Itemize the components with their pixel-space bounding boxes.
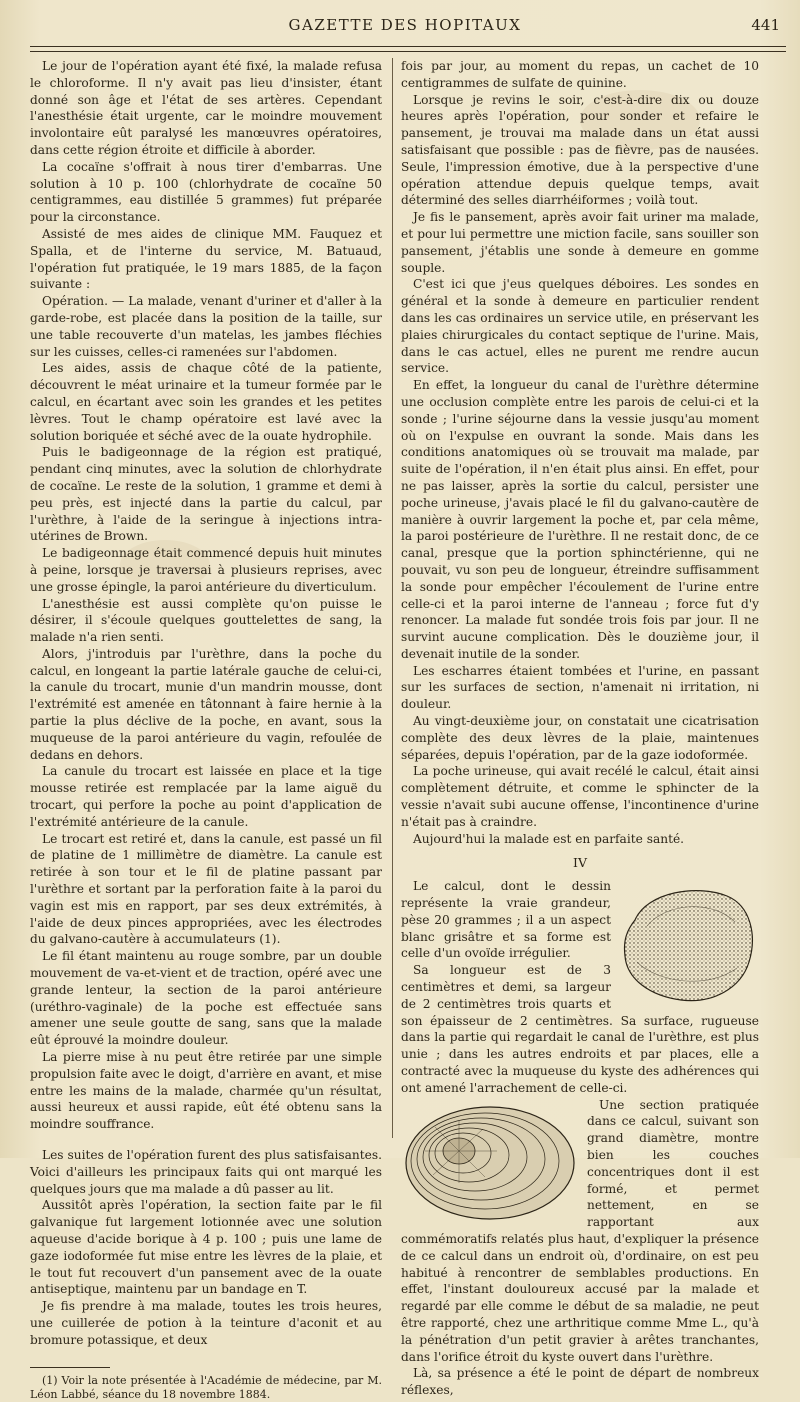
paragraph: La canule du trocart est laissée en place et la tige mousse retirée est remplacée par la lame aiguë du trocart, qui perfore la poche au point d'application de l'extrémité antérieure de la canule.	[30, 764, 382, 829]
paragraph: Les escharres étaient tombées et l'urine, en passant sur les surfaces de section, n'amenait ni irritation, ni douleur.	[401, 663, 759, 712]
paragraph: La pierre mise à nu peut être retirée par une simple propulsion faite avec le doigt, d'arrière en avant, et mise entre les mains de la malade, charmée qu'un résultat, aussi heureux et aussi rapide, eût été obtenu sans la moindre souffrance.	[30, 1050, 382, 1132]
paragraph: Une section pratiquée dans ce calcul, suivant son grand diamètre, montre bien les couches concentriques dont il est formé, et permet nettement, en se rapportant aux commémoratifs relatés plus haut, d'expliquer la présence de ce calcul dans un endroit où, d'ordinaire, on est peu habitué à rencontrer de semblables productions. En effet, l'instant douloureux accusé par la malade et regardé par elle comme le début de sa maladie, ne peut être rapporté, chez une arthritique comme Mme L., qu'à la pénétration d'un petit gravier à arêtes tranchantes, dans l'orifice étroit du kyste ouvert dans l'urèthre.	[401, 1097, 759, 1364]
footnote: (1) Voir la note présentée à l'Académie de médecine, par M. Léon Labbé, séance du 18 novembre 1884.	[30, 1373, 382, 1401]
column-divider	[392, 58, 393, 1138]
paragraph: L'anesthésie est aussi complète qu'on puisse le désirer, il s'écoule quelques gouttelettes de sang, la malade n'a rien senti.	[30, 596, 382, 645]
paragraph: Le jour de l'opération ayant été fixé, la malade refusa le chloroforme. Il n'y avait pas lieu d'insister, étant donné son âge et l'état de ses artères. Cependant l'anesthésie était urgente, car le moindre mouvement involontaire eût paralysé les manœuvres opératoires, dans cette région étroite et difficile à aborder.	[30, 59, 382, 157]
paragraph: Je fis le pansement, après avoir fait uriner ma malade, et pour lui permettre une miction facile, sans souiller son pansement, j'établis une sonde à demeure en gomme souple.	[401, 210, 759, 275]
calculus-illustration	[617, 882, 759, 1008]
page-number: 441	[751, 16, 780, 34]
right-column	[401, 58, 759, 1399]
paragraph: Lorsque je revins le soir, c'est-à-dire dix ou douze heures après l'opération, pour sonder et refaire le pansement, je trouvai ma malade dans un état aussi satisfaisant que possible : pas de fièvre, pas de nausées. Seule, l'impression émotive, due à la perspective d'une opération attendue depuis quelque temps, avait déterminé des selles diarrhéiformes ; voilà tout.	[401, 92, 759, 208]
paragraph: Aujourd'hui la malade est en parfaite santé.	[413, 831, 685, 846]
paragraph: Le badigeonnage était commencé depuis huit minutes à peine, lorsque je traversai à plusieurs reprises, avec une grosse épingle, la paroi antérieure du diverticulum.	[30, 546, 382, 594]
running-head: GAZETTE DES HOPITAUX	[288, 16, 522, 34]
footnote-rule	[30, 1367, 110, 1368]
paragraph: Je fis prendre à ma malade, toutes les trois heures, une cuillerée de potion à la teinture d'aconit et au bromure potassique, et deux	[30, 1299, 382, 1347]
paragraph: Le fil étant maintenu au rouge sombre, par un double mouvement de va-et-vient et de traction, opéré avec une grande lenteur, la section de la paroi antérieure (uréthro-vaginale) de la poche est effectuée sans amener une seule goutte de sang, sans que la malade eût éprouvé la moindre douleur.	[30, 949, 382, 1048]
paragraph: Puis le badigeonnage de la région est pratiqué, pendant cinq minutes, avec la solution de chlorhydrate de cocaïne. Le reste de la solution, 1 gramme et demi à peu près, est injecté dans la partie du calcul, par l'urèthre, à l'aide de la seringue à injections intra-utérines de Brown.	[30, 445, 382, 544]
paragraph: Les suites de l'opération furent des plus satisfaisantes. Voici d'ailleurs les principaux faits qui ont marqué les quelques jours que ma malade a dû passer au lit.	[30, 1148, 382, 1196]
header-rule-thin	[30, 51, 786, 52]
paragraph: En effet, la longueur du canal de l'urèthre détermine une occlusion complète entre les parois de celui-ci et la sonde ; l'urine séjourne dans la vessie jusqu'au moment où on l'expulse en ouvrant la sonde. Mais dans les conditions anatomiques où se trouvait ma malade, par suite de l'opération, il n'en était plus ainsi. En effet, pour ne pas laisser, après la sortie du calcul, persister une poche urineuse, j'avais placé le fil du galvano-cautère de manière à ouvrir largement la poche et, par cela même, la paroi postérieure de l'urèthre. Il ne restait donc, de ce canal, presque que la portion sphinctérienne, qui ne pouvait, vu son peu de longueur, étreindre suffisamment la sonde pour empêcher l'écoulement de l'urine entre celle-ci et la paroi interne de l'anneau ; force fut d'y renoncer. La malade fut sondée trois fois par jour. Il ne survint aucune complication. Dès le douzième jour, il devenait inutile de la sonder.	[401, 378, 759, 661]
paragraph: C'est ici que j'eus quelques déboires. Les sondes en général et la sonde à demeure en particulier rendent dans les cas ordinaires un service utile, en préservant les plaies chirurgicales du contact septique de l'urine. Mais, dans le cas actuel, elles ne purent me rendre aucun service.	[401, 277, 759, 376]
paragraph: Les aides, assis de chaque côté de la patiente, découvrent le méat urinaire et la tumeur formée par le calcul, en écartant avec soin les grandes et les petites lèvres. Tout le champ opératoire est lavé avec la solution boriquée et séché avec de la ouate hydrophile.	[30, 361, 382, 443]
paragraph: fois par jour, au moment du repas, un cachet de 10 centigrammes de sulfate de quinine.	[401, 59, 759, 90]
paragraph: Là, sa présence a été le point de départ de nombreux réflexes,	[401, 1366, 759, 1398]
paragraph: Le trocart est retiré et, dans la canule, est passé un fil de platine de 1 millimètre de diamètre. La canule est retirée à son tour et le fil de platine passant par l'urèthre et sortant par la perforation faite à la paroi du vagin est mis en rapport, par ses deux extrémités, à l'aide de deux pinces appropriées, avec les électrodes du galvano-cautère à accumulateurs (1).	[30, 831, 382, 947]
page-header	[24, 14, 786, 40]
paragraph: Assisté de mes aides de clinique MM. Fauquez et Spalla, et de l'interne du service, M. Batuaud, l'opération fut pratiquée, le 19 mars 1885, de la façon suivante :	[30, 226, 382, 292]
paragraph: La cocaïne s'offrait à nous tirer d'embarras. Une solution à 10 p. 100 (chlorhydrate de cocaïne 50 centigrammes, eau distillée 5 grammes) fut préparée pour la circonstance.	[30, 159, 382, 225]
calculus-section-illustration	[401, 1101, 579, 1225]
paragraph: Au vingt-deuxième jour, on constatait une cicatrisation complète des deux lèvres de la plaie, maintenues séparées, depuis l'opération, par de la gaze iodoformée.	[401, 714, 759, 762]
paragraph: Sa longueur est de 3 centimètres et demi, sa largeur de 2 centimètres trois quarts et son épaisseur de 2 centimètres. Sa surface, rugueuse dans la partie qui regardait le canal de l'urèthre, est plus unie ; dans les autres endroits et par places, elle a contracté avec la muqueuse du kyste des adhérences qui ont amené l'arrachement de celle-ci.	[401, 963, 759, 1095]
paragraph: La poche urineuse, qui avait recélé le calcul, était ainsi complètement détruite, et comme le sphincter de la vessie n'avait subi aucune offense, l'incontinence d'urine n'était pas à craindre.	[401, 764, 759, 829]
paragraph: Alors, j'introduis par l'urèthre, dans la poche du calcul, en longeant la partie latérale gauche de celui-ci, la canule du trocart, munie d'un mandrin mousse, dont l'extrémité est amenée en tâtonnant à faire hernie à la partie la plus déclive de la poche, en avant, sous la muqueuse de la paroi antérieure du vagin, refoulée de dedans en dehors.	[30, 646, 382, 762]
left-column	[30, 58, 382, 1402]
section-heading: IV	[573, 855, 587, 871]
paragraph: Opération. — La malade, venant d'uriner et d'aller à la garde-robe, est placée dans la position de la taille, sur une table recouverte d'un matelas, les jambes fléchies sur les cuisses, celles-ci ramenées sur l'abdomen.	[30, 294, 382, 359]
paragraph: Aussitôt après l'opération, la section faite par le fil galvanique fut largement lotionnée avec une solution aqueuse d'acide borique à 4 p. 100 ; puis une lame de gaze iodoformée fut mise entre les lèvres de la plaie, et le tout fut recouvert d'un pansement avec de la ouate antiseptique, maintenu par un bandage en T.	[30, 1198, 382, 1297]
header-rule	[30, 46, 786, 47]
paragraph: Le calcul, dont le dessin représente la vraie grandeur, pèse 20 grammes ; il a un aspect blanc grisâtre et sa forme est celle d'un ovoïde irrégulier.	[401, 879, 611, 961]
